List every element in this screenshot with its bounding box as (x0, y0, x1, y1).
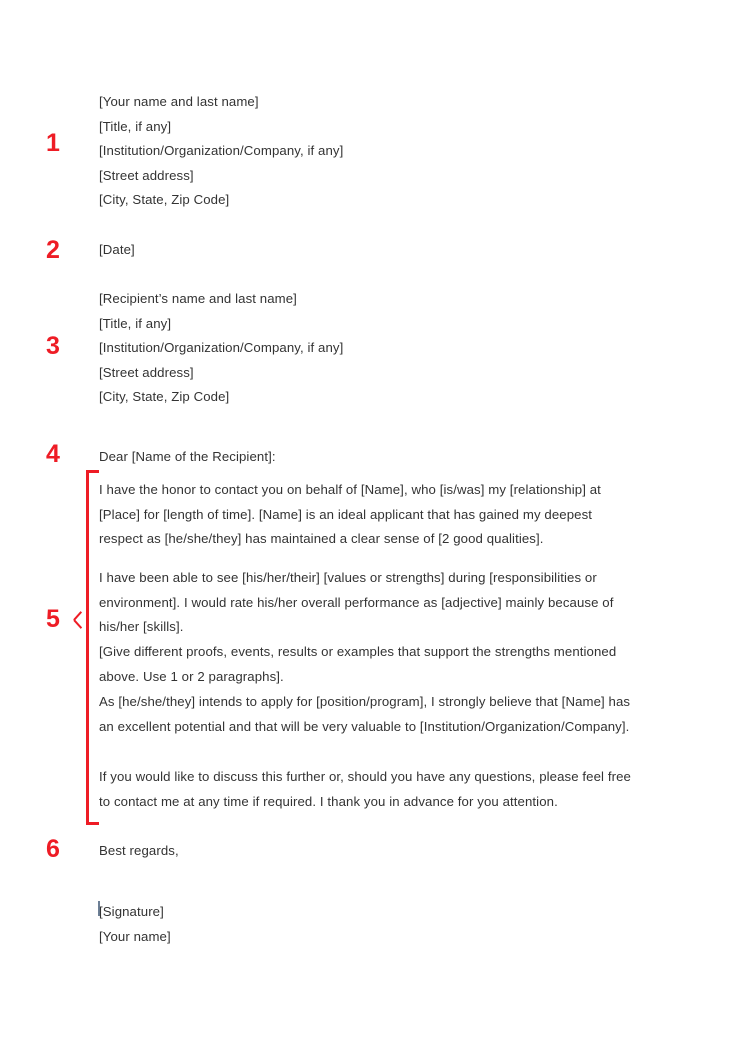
bracket-tick-bottom (86, 822, 99, 825)
recipient-line-city: [City, State, Zip Code] (99, 389, 230, 405)
sender-line-name: [Your name and last name] (99, 94, 259, 109)
recipient-line-title: [Title, if any] (99, 315, 172, 331)
sender-line-street: [Street address] (99, 167, 194, 183)
date-block (99, 238, 539, 263)
annotation-marker-5: 5 (46, 605, 60, 633)
body-paragraph-1 (99, 478, 631, 552)
annotation-marker-6: 6 (46, 835, 60, 863)
body-paragraph-2 (99, 566, 631, 640)
body-paragraph-3 (99, 640, 631, 689)
sender-line-city: [City, State, Zip Code] (99, 192, 230, 208)
sender-line-title: [Title, if any] (99, 118, 172, 134)
recipient-line-name: [Recipient’s name and last name] (99, 291, 297, 306)
signature-block (99, 900, 539, 949)
recipient-line-street: [Street address] (99, 364, 194, 380)
annotation-marker-2: 2 (46, 236, 60, 264)
bracket-tick-top (86, 470, 99, 473)
signature-placeholder: [Signature] (99, 904, 164, 919)
closing-text: Best regards, (99, 843, 179, 858)
date-line: [Date] (99, 242, 135, 257)
sender-address-block (99, 90, 539, 213)
closing-block (99, 839, 539, 864)
body-paragraph-5 (99, 765, 631, 814)
body-paragraph-1-text: I have the honor to contact you on behalf of [Name], who [is/was] my [relationship] at [Place] for [length of time]. [Name] is an ideal applicant that has gained my deepest respect as [he/she/they] has maintained a clear sense of [2 good qualities]. (99, 482, 601, 547)
annotation-marker-3: 3 (46, 332, 60, 360)
body-paragraph-5-text: If you would like to discuss this further or, should you have any questions, please feel free to contact me at any time if required. I thank you in advance for you attention. (99, 769, 631, 809)
section-5-bracket (86, 470, 100, 825)
signature-name: [Your name] (99, 928, 171, 944)
body-paragraph-4-text: As [he/she/they] intends to apply for [position/program], I strongly believe that [Name] has an excellent potential and that will be very valuable to [Institution/Organization/Company]. (99, 694, 631, 734)
bracket-pointer-lower-stroke (73, 619, 82, 629)
recipient-address-block (99, 287, 539, 410)
bracket-stem (86, 470, 89, 825)
body-paragraph-2-text: I have been able to see [his/her/their] [values or strengths] during [responsibilities or environment]. I would rate his/her overall performance as [adjective] mainly because of his/her [skills]. (99, 570, 614, 635)
recipient-line-institution: [Institution/Organization/Company, if any] (99, 340, 344, 356)
bracket-pointer-icon (74, 608, 86, 630)
annotation-marker-1: 1 (46, 129, 60, 157)
salutation-block (99, 445, 539, 470)
annotation-marker-4: 4 (46, 440, 60, 468)
bracket-pointer-upper-stroke (73, 611, 82, 621)
body-paragraph-4 (99, 690, 631, 739)
body-paragraph-3-text: [Give different proofs, events, results or examples that support the strengths mentioned above. Use 1 or 2 paragraphs]. (99, 644, 617, 684)
salutation-text: Dear [Name of the Recipient]: (99, 449, 276, 464)
sender-line-institution: [Institution/Organization/Company, if any] (99, 143, 344, 159)
